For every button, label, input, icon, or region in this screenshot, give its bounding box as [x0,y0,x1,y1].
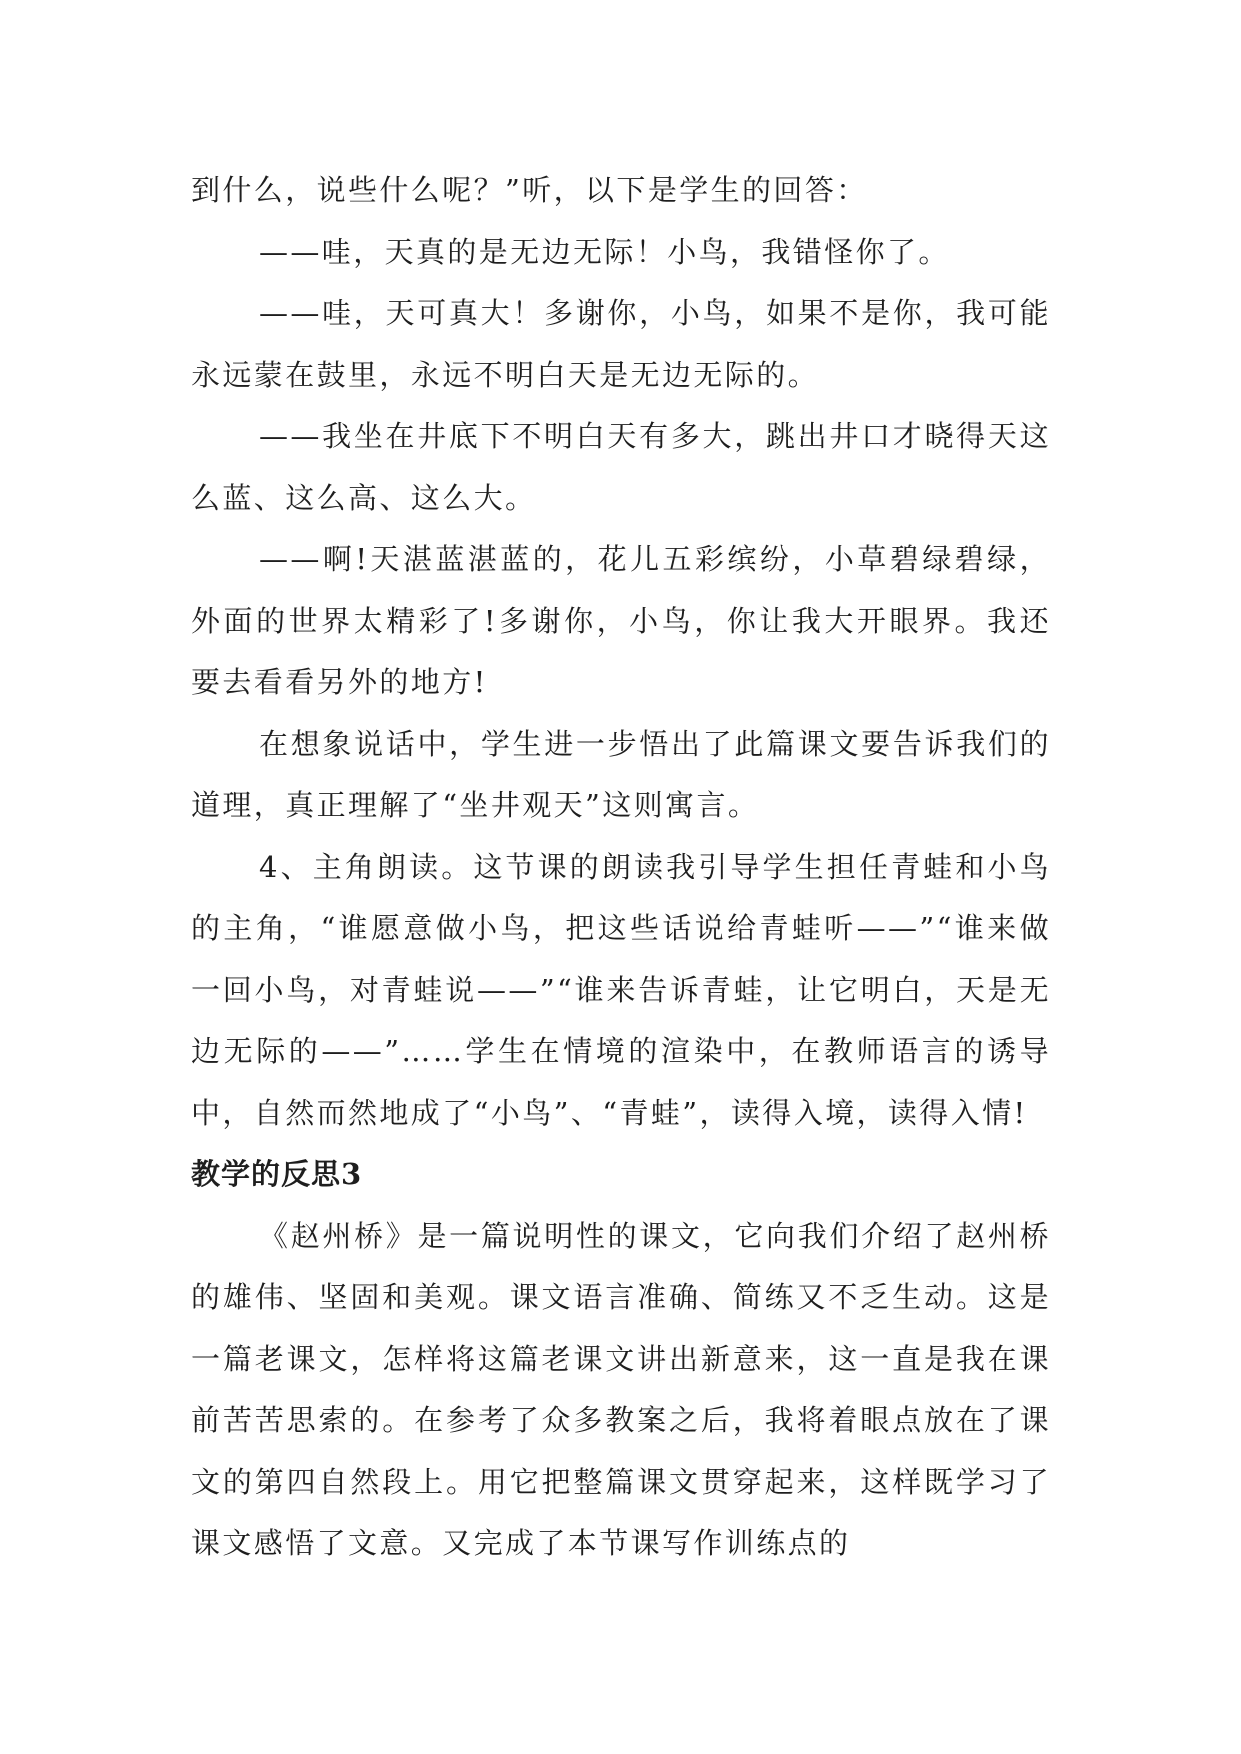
student-answer-3: ——我坐在井底下不明白天有多大，跳出井口才晓得天这么蓝、这么高、这么大。 [191,419,1051,515]
section-heading: 教学的反思3 [191,1157,363,1191]
section-paragraph: 《赵州桥》是一篇说明性的课文，它向我们介绍了赵州桥的雄伟、坚固和美观。课文语言准确、简练又不乏生动。这是一篇老课文，怎样将这篇老课文讲出新意来，这一直是我在课前苦苦思索的。在参考了众多教案之后，我将着眼点放在了课文的第四自然段上。用它把整篇课文贯穿起来，这样既学习了课文感悟了文意。又完成了本节课写作训练点的 [191,1218,1051,1560]
summary-paragraph: 在想象说话中，学生进一步悟出了此篇课文要告诉我们的道理，真正理解了“坐井观天”这则寓言。 [191,726,1051,822]
document-body [191,160,1051,1575]
student-answer-4: ——啊!天湛蓝湛蓝的，花儿五彩缤纷，小草碧绿碧绿，外面的世界太精彩了!多谢你，小鸟，你让我大开眼界。我还要去看看另外的地方! [191,542,1051,699]
paragraph-continuation: 到什么，说些什么呢？”听，以下是学生的回答： [191,173,868,207]
role-reading-paragraph: 4、主角朗读。这节课的朗读我引导学生担任青蛙和小鸟的主角，“谁愿意做小鸟，把这些话说给青蛙听——”“谁来做一回小鸟，对青蛙说——”“谁来告诉青蛙，让它明白，天是无边无际的——”……学生在情境的渲染中，在教师语言的诱导中，自然而然地成了“小鸟”、“青蛙”，读得入境，读得入情! [191,849,1051,1130]
student-answer-1: ——哇，天真的是无边无际！小鸟，我错怪你了。 [259,234,950,269]
student-answer-2: ——哇，天可真大！多谢你，小鸟，如果不是你，我可能永远蒙在鼓里，永远不明白天是无边无际的。 [191,296,1051,392]
